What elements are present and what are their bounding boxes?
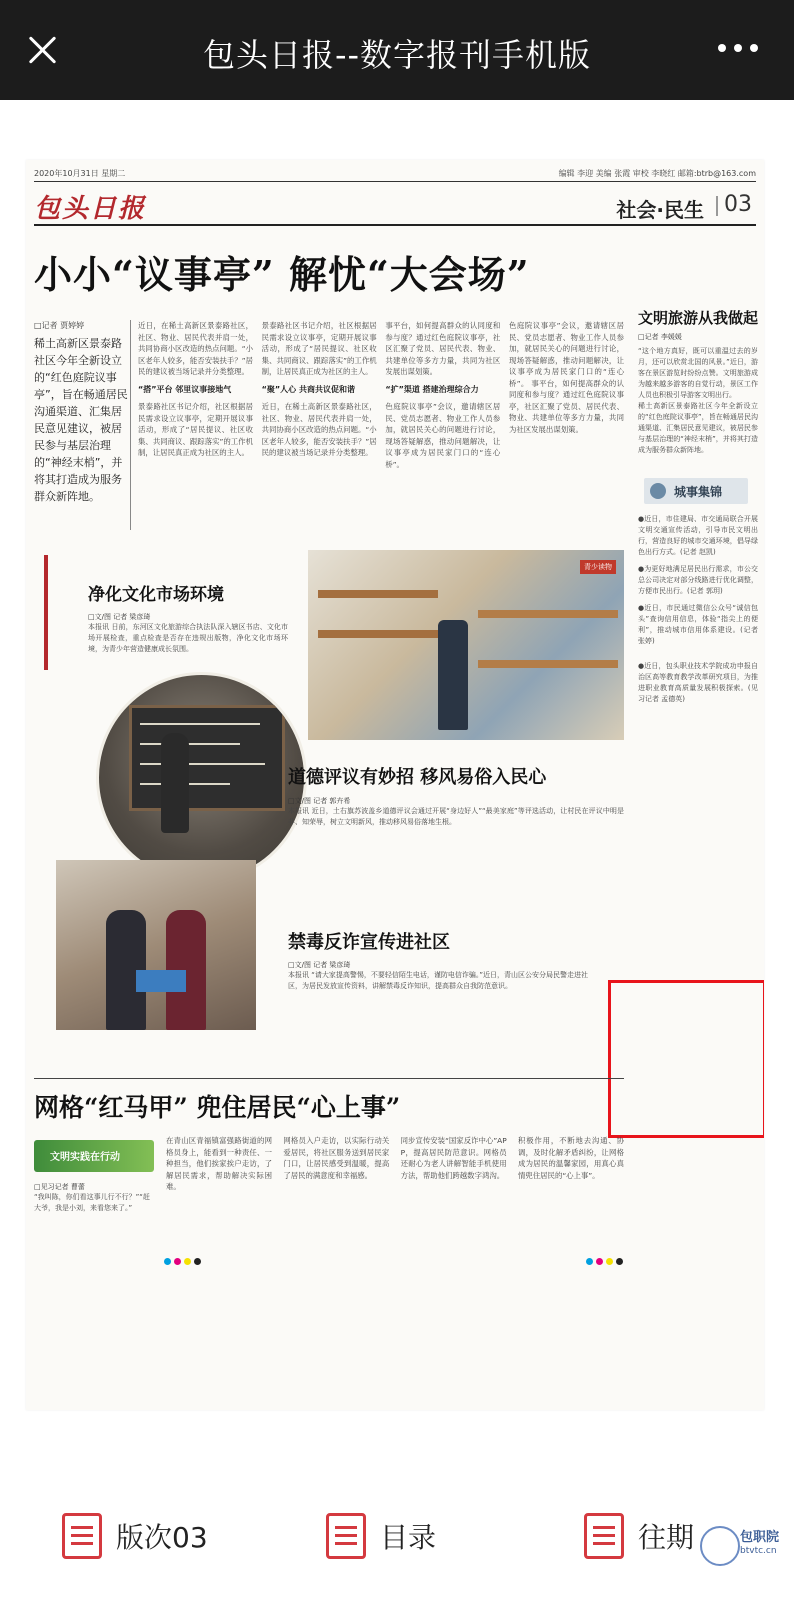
board-line [140, 723, 260, 725]
column-text: 事平台，如何提高群众的认同度和参与度？通过红色庭院议事亭，社区汇聚了党员、居民代表、物业、共建单位等多方力量，共同为社区发展出谋划策。 [385, 321, 501, 376]
feature-text: 本报讯 “请大家提高警惕，不要轻信陌生电话，谨防电信诈骗。”近日，青山区公安分局民警走进社区，为居民发放宣传资料，讲解禁毒反诈知识，提高群众自我防范意识。 [288, 971, 588, 990]
nav-label: 往期 [638, 1521, 695, 1554]
meta-date: 2020年10月31日 星期二 [34, 169, 126, 178]
right-article-text: 稀土高新区景泰路社区今年全新设立的“红色庭院议事亭”，旨在畅通居民沟通渠道、汇集居民意见建议，被居民参与基层治理的“神经末梢”，并将其打造成为服务群众新阵地。 [638, 402, 758, 454]
watermark [700, 1520, 780, 1570]
news-brief[interactable]: ●近日，市住建局、市交通局联合开展文明交通宣传活动，引导市民文明出行，营造良好的城市交通环境，倡导绿色出行方式。(记者 赵凯) [638, 515, 758, 556]
board-line [140, 763, 265, 765]
cyan-mark [586, 1258, 593, 1265]
watermark-title: 包职院 [740, 1530, 780, 1545]
feature-title[interactable]: 道德评议有妙招 移风易俗入民心 [288, 767, 547, 788]
nav-catalog-button[interactable] [326, 1506, 436, 1566]
top-app-bar [0, 0, 794, 100]
news-brief[interactable]: ●近日，市民通过微信公众号“诚信包头”查询信用信息，体验“指尖上的便利”，推动城市信用体系建设。(记者 张婷) [638, 604, 758, 645]
cyan-mark [164, 1258, 171, 1265]
byline: □记者 李媛媛 [638, 333, 682, 341]
column-text: 色庭院议事亭”会议，邀请辖区居民、党员志愿者、物业工作人员参加，就居民关心的问题进行讨论，现场答疑解惑，推动问题解决，让议事亭成为居民家门口的“连心桥”。 [385, 402, 501, 469]
shelf [478, 610, 618, 618]
yellow-mark [184, 1258, 191, 1265]
archive-icon [584, 1513, 624, 1559]
column-text: 近日，在稀土高新区景泰路社区，社区、物业、居民代表并肩一处，共同协商小区改造的热点问题。“小区老年人较多，能否安装扶手？”居民的建议被当场记录并分类整理。 [261, 402, 377, 457]
highlight-box [608, 980, 764, 1138]
article-column [509, 320, 624, 540]
civilization-badge [34, 1140, 154, 1172]
catalog-icon [326, 1513, 366, 1559]
person-figure [161, 733, 189, 833]
bookstore-photo[interactable] [308, 550, 624, 740]
feature-title[interactable]: 净化文化市场环境 [88, 585, 224, 605]
nav-archive-button[interactable] [584, 1506, 694, 1566]
byline: □文/图 记者 梁彦琦 [288, 961, 351, 969]
subheading: “聚”人心 共商共议促和谐 [261, 384, 355, 394]
shelf [478, 660, 618, 668]
byline: □记者 贾婷婷 [34, 321, 85, 330]
article-columns[interactable] [138, 320, 624, 540]
black-mark [194, 1258, 201, 1265]
nav-label: 版次03 [116, 1521, 208, 1554]
column-text: 景泰路社区书记介绍，社区根据居民需求设立议事亭，定期开展议事活动，形成了“居民提议、社区收集、共同商议、跟踪落实”的工作机制，让居民真正成为社区的主人。 [261, 321, 377, 376]
yellow-mark [606, 1258, 613, 1265]
divider [34, 224, 756, 226]
page-title: 包头日报--数字报刊手机版 [202, 36, 592, 74]
watermark-logo-icon [700, 1526, 740, 1566]
badge-label: 城事集锦 [674, 485, 723, 499]
divider [34, 181, 756, 182]
bottom-navigation [0, 1490, 794, 1600]
right-article-title[interactable]: 文明旅游从我做起 [638, 309, 759, 327]
masthead-logo: 包头日报 [34, 194, 147, 224]
nav-edition-button[interactable] [62, 1506, 208, 1566]
print-color-marks [164, 1258, 201, 1265]
feature-text: 本报讯 近日，土右旗苏波盖乡道德评议会通过开展“身边好人”“最美家庭”等评选活动，让村民在评议中明是非、知荣辱，树立文明新风，推动移风易俗落地生根。 [288, 807, 624, 826]
shelf [318, 630, 438, 638]
badge-icon [650, 483, 666, 499]
byline: □见习记者 曹蕾 [34, 1183, 85, 1191]
column-text: 近日，在稀土高新区景泰路社区，社区、物业、居民代表并肩一处，共同协商小区改造的热点问题。“小区老年人较多，能否安装扶手？”居民的建议被当场记录并分类整理。 [138, 321, 253, 376]
black-mark [616, 1258, 623, 1265]
article-column: 积极作用，不断地去沟通、协调，及时化解矛盾纠纷，让网格成为居民的温馨家园，用真心真情兜住居民的“心上事”。 [517, 1136, 624, 1180]
feature-title[interactable]: 禁毒反诈宣传进社区 [288, 932, 450, 953]
column-text: 事平台，如何提高群众的认同度和参与度？通过红色庭院议事亭，社区汇聚了党员、居民代表、物业、共建单位等多方力量，共同为社区发展出谋划策。 [508, 378, 624, 434]
magenta-mark [174, 1258, 181, 1265]
city-briefs-badge [644, 478, 748, 504]
article-column: 在青山区青福镇富强路街道的网格员身上，能看到一种责任、一种担当，他们挨家挨户走访，了解居民需求，帮助解决实际困难。 [166, 1136, 272, 1191]
lead-box[interactable] [34, 320, 131, 530]
page-number: 03 [724, 192, 752, 217]
board-line [140, 743, 240, 745]
right-article-text: “这个地方真好，既可以重温过去的岁月，还可以欣赏北国的风景。”近日，游客在景区游览时纷纷点赞。文明旅游成为越来越多游客的自觉行动，景区工作人员也积极引导游客文明出行。 [638, 347, 758, 399]
flyer [136, 970, 186, 992]
column-text: 色庭院议事亭”会议，邀请辖区居民、党员志愿者、物业工作人员参加，就居民关心的问题进行讨论，现场答疑解惑，推动问题解决，让议事亭成为居民家门口的“连心桥”。 [508, 321, 624, 388]
divider [34, 1078, 624, 1079]
meta-line [34, 168, 756, 180]
byline: □文/图 记者 梁彦琦 [88, 613, 151, 621]
accent-bar [44, 555, 48, 670]
community-board-photo[interactable] [96, 672, 307, 883]
main-headline[interactable]: 小小“议事亭” 解忧“大会场” [34, 252, 530, 297]
badge-label: 文明实践在行动 [50, 1152, 120, 1163]
feature-text: 本报讯 日前，东河区文化旅游综合执法队深入辖区书店、文化市场开展检查，重点检查是否存在违规出版物，净化文化市场环境，为青少年营造健康成长氛围。 [88, 623, 288, 653]
subheading: “扩”渠道 搭建治理综合力 [385, 384, 479, 394]
edition-icon [62, 1513, 102, 1559]
lead-text: 稀土高新区景泰路社区今年全新设立的“红色庭院议事亭”，旨在畅通居民沟通渠道、汇集居民意见建议，被居民参与基层治理的“神经末梢”，并将其打造成为服务群众新阵地。 [34, 337, 128, 503]
anti-drug-photo[interactable] [56, 860, 256, 1030]
more-options-icon[interactable] [718, 44, 758, 56]
magenta-mark [596, 1258, 603, 1265]
notice-board [129, 705, 285, 811]
article-column: 网格员入户走访，以实际行动关爱居民，将社区服务送到居民家门口，让居民感受到温暖，提高了居民的满意度和幸福感。 [283, 1136, 390, 1180]
bookstore-sign: 青少读物 [580, 560, 616, 574]
bottom-lead: “我叫陈，你们看这事儿行不行？”“赶大爷，我是小刘，来看您来了。” [34, 1193, 150, 1212]
article-column [385, 320, 500, 540]
print-color-marks [586, 1258, 623, 1265]
news-brief[interactable]: ●为更好地满足居民出行需求，市公交总公司决定对部分线路进行优化调整，方便市民出行。(记者 郭玥) [638, 565, 758, 595]
news-brief-highlighted[interactable]: ●近日，包头职业技术学院成功申报自治区高等教育教学改革研究项目，为推进职业教育高质量发展积极探索。(见习记者 孟德英) [638, 662, 758, 703]
officer-figure [438, 620, 468, 730]
bottom-columns[interactable] [166, 1135, 624, 1250]
newspaper-page[interactable] [26, 160, 764, 1410]
article-column [262, 320, 377, 540]
shelf [318, 590, 438, 598]
nav-label: 目录 [380, 1521, 437, 1554]
meta-editors: 编辑 李迎 美编 张霞 审校 李晓红 邮箱:btrb@163.com [558, 169, 756, 178]
article-column: 同步宣传安装“国家反诈中心”APP，提高居民防范意识。网格员还耐心为老人讲解智能手机使用方法，帮助他们跨越数字鸿沟。 [400, 1136, 507, 1180]
section-name: 社会·民生 [616, 198, 704, 222]
byline: □文/图 记者 郭卉希 [288, 797, 351, 805]
bottom-headline[interactable]: 网格“红马甲” 兜住居民“心上事” [34, 1093, 401, 1122]
subheading: “搭”平台 邻里议事接地气 [138, 384, 232, 394]
watermark-sub: btvtc.cn [740, 1546, 777, 1556]
column-text: 景泰路社区书记介绍，社区根据居民需求设立议事亭，定期开展议事活动，形成了“居民提议、社区收集、共同商议、跟踪落实”的工作机制，让居民真正成为社区的主人。 [138, 402, 253, 457]
article-column [138, 320, 253, 540]
